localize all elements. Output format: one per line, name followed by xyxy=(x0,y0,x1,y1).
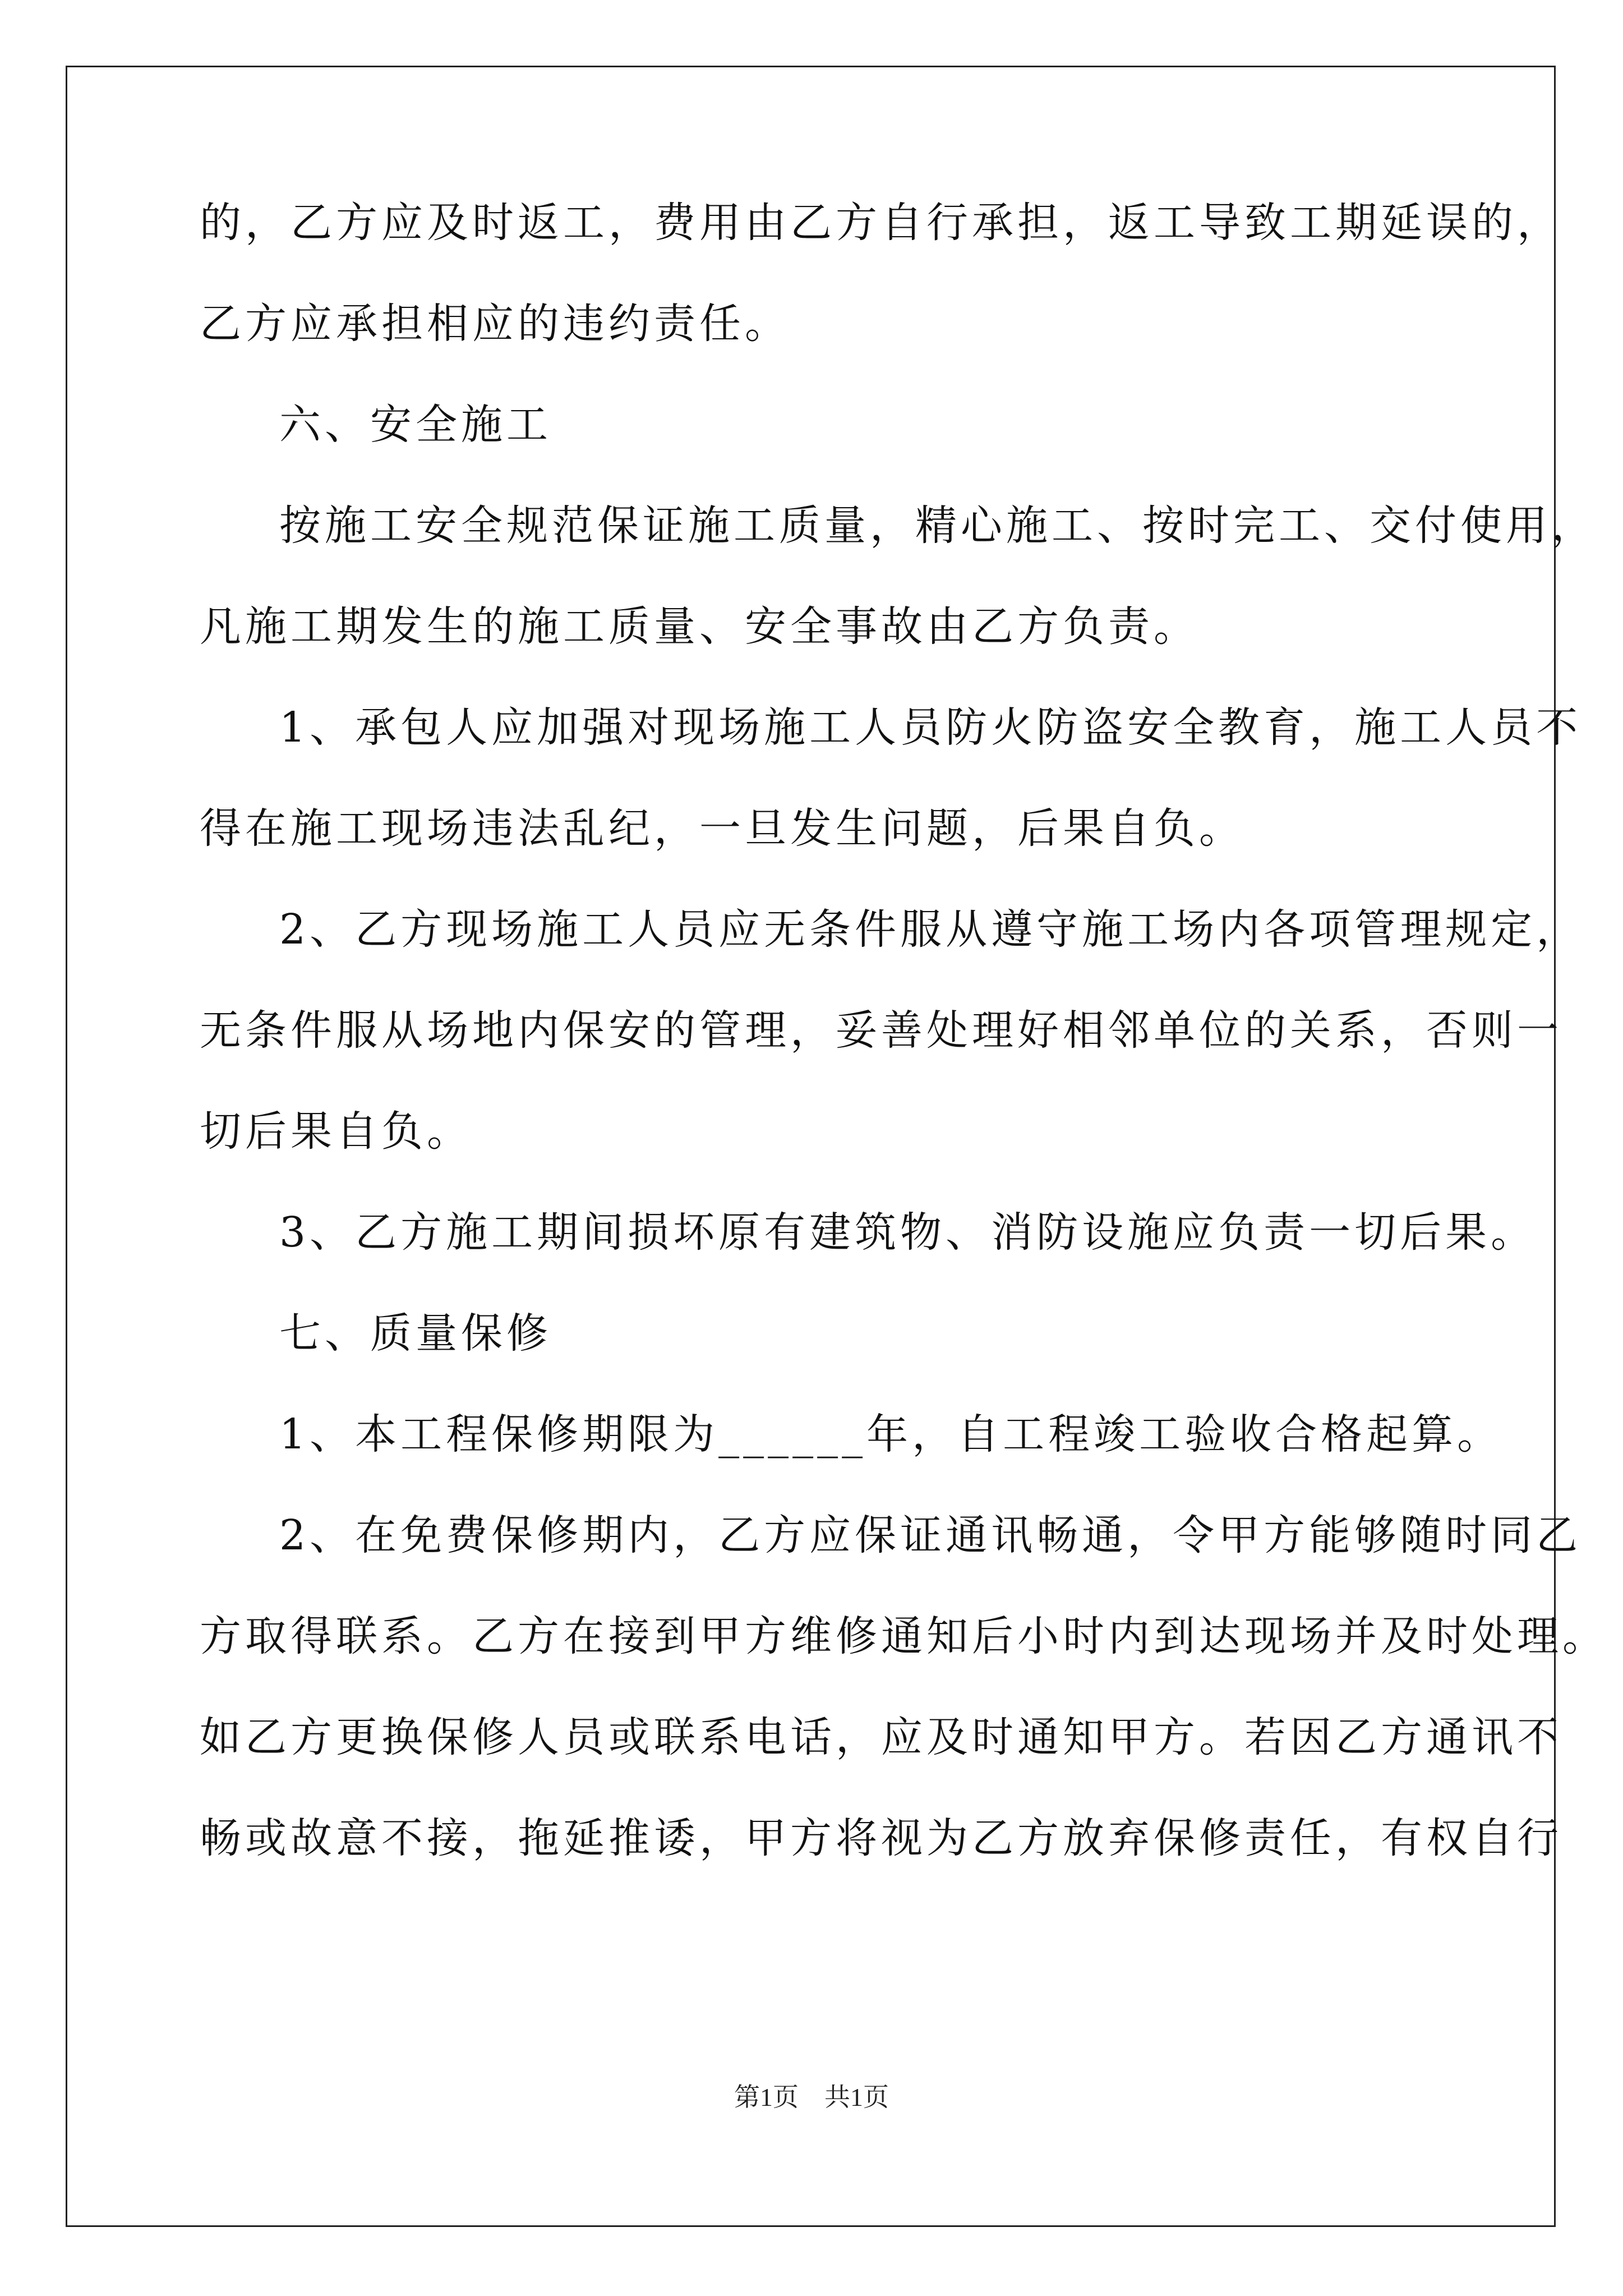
text-line: 乙方应承担相应的违约责任。 xyxy=(200,300,790,348)
text-line: 畅或故意不接，拖延推诿，甲方将视为乙方放弃保修责任，有权自行 xyxy=(200,1814,1562,1862)
text-line: 2、在免费保修期内，乙方应保证通讯畅通，令甲方能够随时同乙 xyxy=(279,1511,1582,1559)
section-heading: 七、质量保修 xyxy=(279,1309,552,1358)
text-line: 无条件服从场地内保安的管理，妥善处理好相邻单位的关系，否则一 xyxy=(200,1006,1562,1055)
text-line: 1、承包人应加强对现场施工人员防火防盗安全教育，施工人员不 xyxy=(279,703,1582,752)
text-line: 按施工安全规范保证施工质量，精心施工、按时完工、交付使用， xyxy=(279,501,1597,550)
text-line: 3、乙方施工期间损坏原有建筑物、消防设施应负责一切后果。 xyxy=(279,1208,1537,1257)
text-line: 得在施工现场违法乱纪，一旦发生问题，后果自负。 xyxy=(200,804,1244,853)
text-line: 的，乙方应及时返工，费用由乙方自行承担，返工导致工期延误的， xyxy=(200,199,1562,247)
text-line: 凡施工期发生的施工质量、安全事故由乙方负责。 xyxy=(200,602,1199,651)
text-line: 2、乙方现场施工人员应无条件服从遵守施工场内各项管理规定， xyxy=(279,905,1582,954)
text-line: 如乙方更换保修人员或联系电话，应及时通知甲方。若因乙方通讯不 xyxy=(200,1713,1562,1761)
text-line: 方取得联系。乙方在接到甲方维修通知后小时内到达现场并及时处理。 xyxy=(200,1612,1608,1660)
text-line: 1、本工程保修期限为______年，自工程竣工验收合格起算。 xyxy=(279,1410,1503,1458)
section-heading: 六、安全施工 xyxy=(279,401,552,449)
page-footer: 第1页 共1页 xyxy=(734,2083,889,2111)
text-line: 切后果自负。 xyxy=(200,1107,472,1156)
